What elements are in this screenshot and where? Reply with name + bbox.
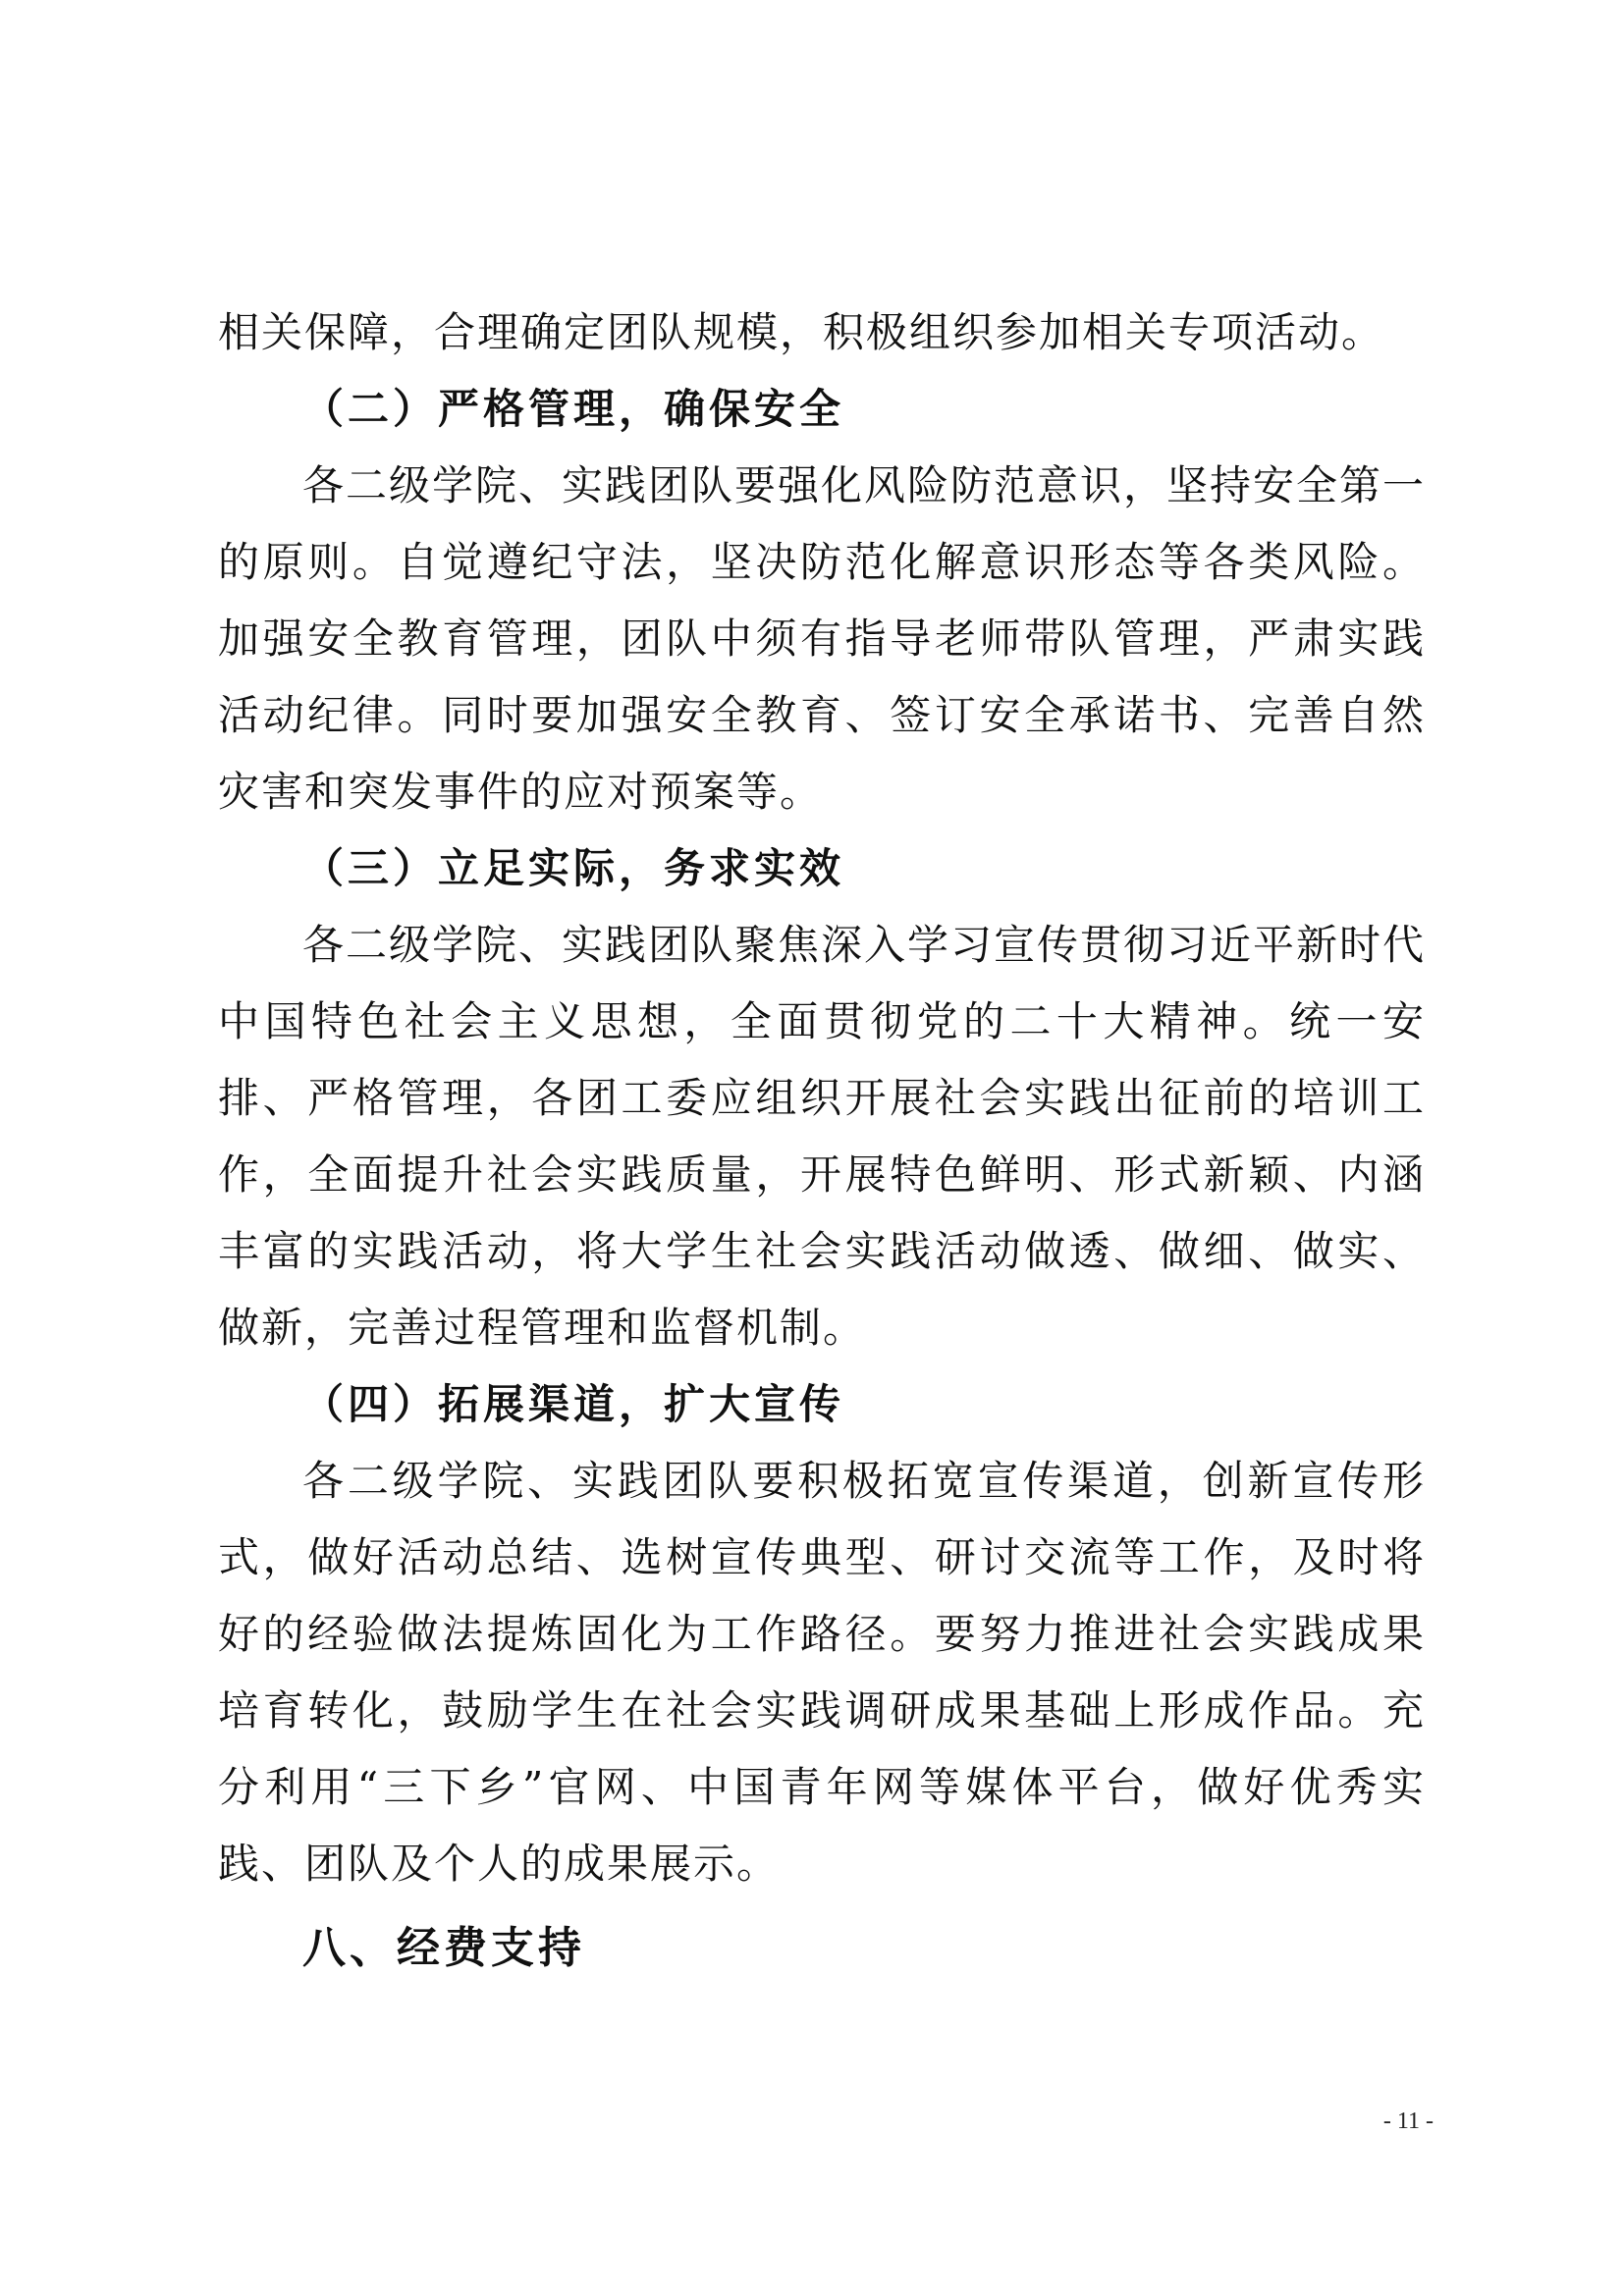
- page-number: - 11 -: [1382, 2109, 1434, 2134]
- paragraph-safety: 各二级学院、实践团队要强化风险防范意识，坚持安全第一的原则。自觉遵纪守法，坚决防范化解意识形态等各类风险。加强安全教育管理，团队中须有指导老师带队管理，严肃实践活动纪律。同时要加强安全教育、签订安全承诺书、完善自然灾害和突发事件的应对预案等。: [218, 461, 1427, 816]
- paragraph-continuation: 相关保障，合理确定团队规模，积极组织参加相关专项活动。: [218, 308, 1385, 356]
- subheading-expand-publicity: （四）拓展渠道，扩大宣传: [302, 1380, 845, 1428]
- paragraph-publicity: 各二级学院、实践团队要积极拓宽宣传渠道，创新宣传形式，做好活动总结、选树宣传典型、研讨交流等工作，及时将好的经验做法提炼固化为工作路径。要努力推进社会实践成果培育转化，鼓励学生在社会实践调研成果基础上形成作品。充分利用“三下乡”官网、中国青年网等媒体平台，做好优秀实践、团队及个人的成果展示。: [218, 1457, 1426, 1888]
- section-heading-funding: 八、经费支持: [302, 1923, 585, 1973]
- paragraph-practice-quality: 各二级学院、实践团队聚焦深入学习宣传贯彻习近平新时代中国特色社会主义思想，全面贯彻党的二十大精神。统一安排、严格管理，各团工委应组织开展社会实践出征前的培训工作，全面提升社会实践质量，开展特色鲜明、形式新颖、内涵丰富的实践活动，将大学生社会实践活动做透、做细、做实、做新，完善过程管理和监督机制。: [218, 921, 1427, 1352]
- document-body: [218, 294, 1426, 1987]
- subheading-practical-results: （三）立足实际，务求实效: [302, 844, 845, 892]
- subheading-strict-management: （二）严格管理，确保安全: [302, 385, 845, 433]
